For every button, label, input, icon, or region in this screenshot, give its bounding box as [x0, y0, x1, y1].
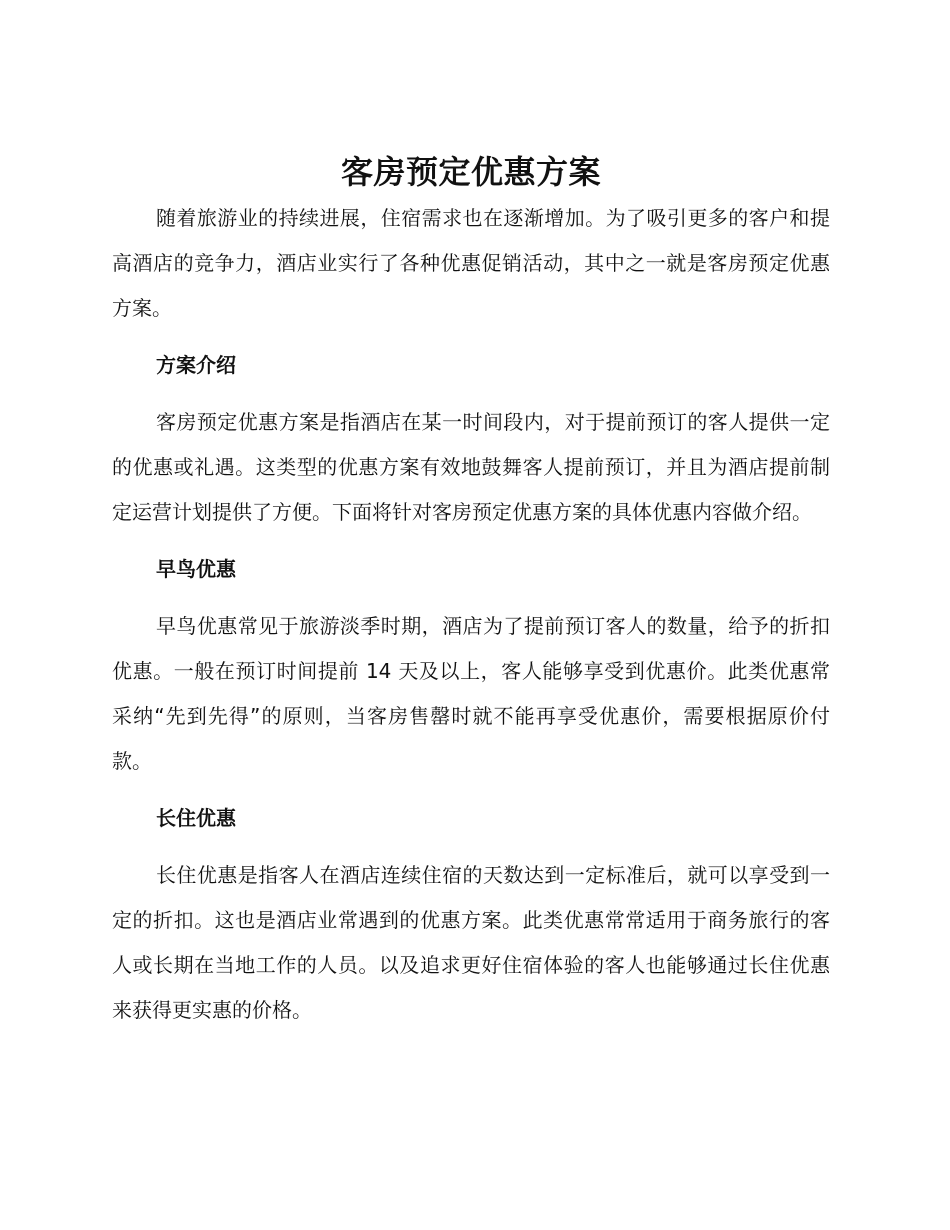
intro-paragraph: 随着旅游业的持续进展，住宿需求也在逐渐增加。为了吸引更多的客户和提高酒店的竞争力，酒店业实行了各种优惠促销活动，其中之一就是客房预定优惠方案。: [112, 206, 830, 320]
section-heading-plan-intro: 方案介绍: [156, 353, 236, 377]
document-page: [112, 148, 830, 1033]
section-body-long-stay: 长住优惠是指客人在酒店连续住宿的天数达到一定标准后，就可以享受到一定的折扣。这也是酒店业常遇到的优惠方案。此类优惠常常适用于商务旅行的客人或长期在当地工作的人员。以及追求更好住宿体验的客人也能够通过长住优惠来获得更实惠的价格。: [112, 863, 830, 1022]
section-body-early-bird: 早鸟优惠常见于旅游淡季时期，酒店为了提前预订客人的数量，给予的折扣优惠。一般在预订时间提前 14 天及以上，客人能够享受到优惠价。此类优惠常采纳“先到先得”的原则，当客房售罄时就不能再享受优惠价，需要根据原价付款。: [112, 614, 830, 773]
section-heading-long-stay: 长住优惠: [156, 806, 236, 830]
section-body-plan-intro: 客房预定优惠方案是指酒店在某一时间段内，对于提前预订的客人提供一定的优惠或礼遇。这类型的优惠方案有效地鼓舞客人提前预订，并且为酒店提前制定运营计划提供了方便。下面将针对客房预定优惠方案的具体优惠内容做介绍。: [112, 410, 830, 524]
document-title: 客房预定优惠方案: [340, 153, 601, 191]
section-heading-early-bird: 早鸟优惠: [156, 557, 236, 581]
